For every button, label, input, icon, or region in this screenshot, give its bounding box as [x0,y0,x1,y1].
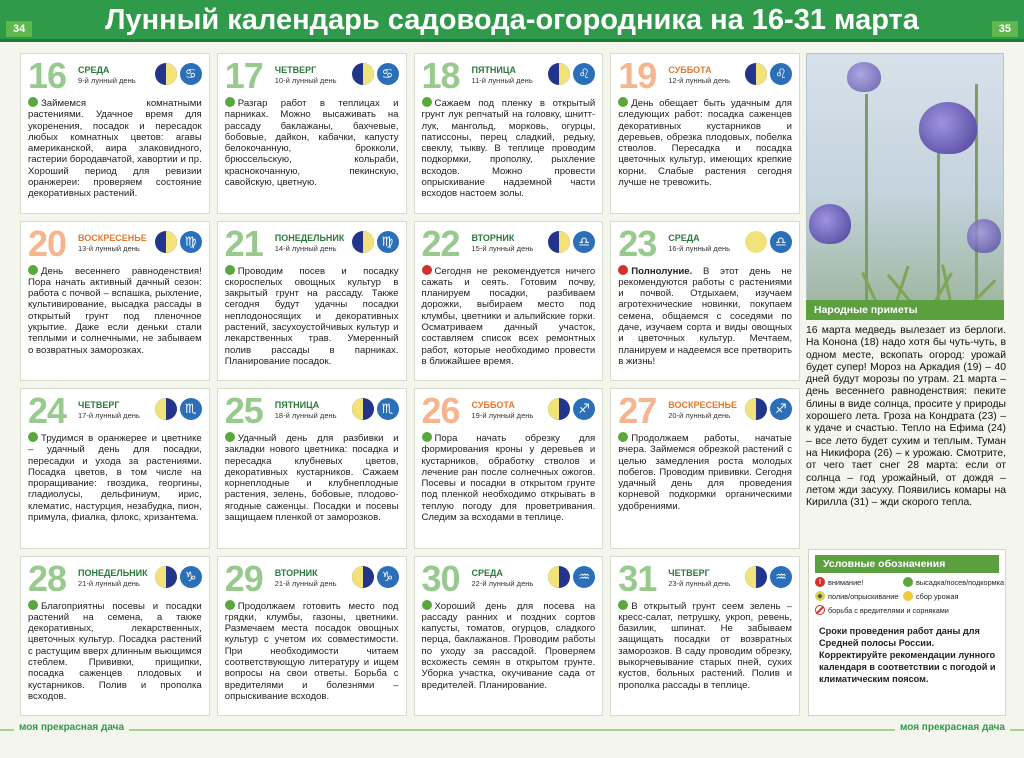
day-text: Сегодня не рекомендуется ничего сажать и сеять. Готовим почву, планируем посадки, разбиваем дорожки, выбираем место под клумбы, цветники и альпийские горки. Осматриваем дачный участок, составляем список всех ремонтных работ, которые необходимо провести в ближайшее время. [421,265,596,367]
lunar-day-label: 14-й лунный день [274,243,337,253]
moon-phase-icon [155,398,177,420]
moon-phase-icon [745,63,767,85]
day-cell [217,221,407,382]
sprout-icon [618,432,628,442]
day-number: 28 [28,557,67,599]
footer-brand-left: моя прекрасная дача [14,722,129,733]
day-number: 18 [421,55,460,96]
day-text: Продолжаем работы, начатые вчера. Займемся обрезкой растений с целью замедления роста молодых побегов. Проводим прививки. Сегодня удачный день для проведения корневой подкормки органическими удобрениями. [618,433,792,512]
lunar-day-label: 11-й лунный день [471,76,533,85]
moon-phase-icon [352,231,374,253]
weekday-label: ПЯТНИЦА [274,400,320,410]
sidebar [806,53,1012,716]
moon-phase-icon [155,63,177,85]
ban-icon [815,605,825,615]
weekday-label: СРЕДА [471,567,503,578]
exclamation-icon: ! [815,577,825,587]
weekday-label: ЧЕТВЕРГ [668,567,710,578]
folk-signs-title: Народные приметы [806,300,1004,320]
zodiac-icon: ♎ [770,231,792,253]
legend-title: Условные обозначения [815,555,999,573]
day-text: В открытый грунт сеем зелень – кресс-салат, петрушку, укроп, ревень, базилик, шпинат. Не забываем защищать посадки от возвратных заморозков. В саду проводим обрезку, выкорчевывание старых пней, сухих кустов, больных растений. Полив и прополка рассады в теплице. [618,600,792,691]
legend-watering: ◆ полив/опрыскивание [815,591,903,601]
attention-icon [422,265,432,275]
sprout-icon [903,577,913,587]
legend-attention: ! внимание! [815,577,903,587]
legend-harvest: сбор урожая [903,591,1003,601]
day-number: 19 [618,55,657,96]
day-number: 23 [618,222,657,264]
weekday-label: ЧЕТВЕРГ [274,65,317,75]
sprout-icon [422,600,432,610]
day-text: Хороший день для посева на рассаду ранних и поздних сортов капусты, томатов, огурцов, сладкого перца, баклажанов. Проводим работы по уходу за рассадой. Проверяем всхожесть семян в открытом грунте. Уборка участка, окучивание сада от вредителей. Планирование. [421,600,596,691]
day-text: Полнолуние. В этот день не рекомендуются работы с растениями и почвой. Отдыхаем, изучаем агротехнические новинки, покупаем семена, общаемся с соседями по даче, изучаем сорта и виды овощных и цветочных культур. Мечтаем, планируем и надеемся все претворить в жизнь! [618,265,792,367]
day-text: Трудимся в оранжерее и цветнике – удачный день для посадки, пересадки и ухода за растениями. Посадка цветов, в том числе на проращивание: гвоздика, георгины, гладиолусы, дельфиниум, ирис, клематис, настурция, незабудка, пион, примула, фиалка, флокс, хризантема. [28,433,202,524]
day-cell [414,53,604,214]
lunar-day-label: 12-й лунный день [668,76,731,85]
zodiac-icon: ♋ [180,63,202,85]
lunar-day-label: 16-й лунный день [668,243,731,253]
watering-icon: ◆ [815,591,825,601]
zodiac-icon: ♋ [377,63,399,85]
weekday-label: СУББОТА [471,400,515,410]
lunar-day-label: 21-й лунный день [78,578,140,588]
sprout-icon [28,265,38,275]
sprout-icon [225,97,235,107]
weekday-label: ЧЕТВЕРГ [78,400,120,410]
page-number-right: 35 [992,21,1018,37]
day-number: 27 [618,390,657,431]
sprout-icon [422,97,432,107]
moon-phase-icon [352,398,374,420]
sprout-icon [28,600,38,610]
day-cell [20,388,210,549]
zodiac-icon: ♐ [770,398,792,420]
moon-phase-icon [155,566,177,588]
day-text: Сажаем под пленку в открытый грунт лук репчатый на головку, шнитт-лук, мангольд, морковь, огурцы, патиссоны, перец сладкий, редьку, свеклу, тыкву. В теплице проводим подкормки, прополку, рыхление всходов. Можно провести опрыскивание надземной части всходов настоем золы. [421,98,596,200]
day-number: 24 [28,390,67,431]
sprout-icon [28,432,38,442]
legend-box [808,549,1006,716]
zodiac-icon: ♒ [573,566,595,588]
weekday-label: ПОНЕДЕЛЬНИК [78,567,148,578]
weekday-label: СРЕДА [668,232,700,243]
day-number: 25 [224,390,263,431]
zodiac-icon: ♏ [180,398,202,420]
weekday-label: ВОСКРЕСЕНЬЕ [78,232,147,243]
day-cell [217,556,407,717]
day-cell [217,388,407,549]
day-cell [610,53,800,214]
sprout-icon [225,265,235,275]
zodiac-icon: ♌ [573,63,595,85]
day-text: День весеннего равноденствия! Пора начать активный дачный сезон: работа с почвой – вспашка, рыхление, культивирование, высадка рассады в открытый грунт под пленочное укрытие. Даже если деньки стали теплыми и солнечными, не забываем о возвратных заморозках. [28,265,202,356]
day-number: 22 [421,222,460,264]
lunar-day-label: 23-й лунный день [668,578,731,588]
moon-phase-icon [745,231,767,253]
sprout-icon [225,600,235,610]
weekday-label: ПОНЕДЕЛЬНИК [274,232,345,243]
zodiac-icon: ♌ [770,63,792,85]
footer-brand-right: моя прекрасная дача [895,722,1010,733]
day-cell [217,53,407,214]
weekday-label: ВТОРНИК [274,567,318,578]
day-cell [610,388,800,549]
day-number: 31 [618,557,657,599]
zodiac-icon: ♑ [377,566,399,588]
page-title: Лунный календарь садовода-огородника на 16-31 марта [105,4,919,36]
folk-signs-text: 16 марта медведь вылезает из берлоги. На Конона (18) надо хотя бы чуть-чуть, в одном месте, вскопать огород: урожай будет супер! Мороз на Аркадия (19) – 40 дней будут морозы по утрам. 21 марта – день весеннего равноденствия: пеките блины в виде солнца, просите у природы хорошего лета. Гроза на Кондрата (23) – к удаче и счастью. Тепло на Ефима (24) – все лето будет сухим и теплым. Туман на Никифора (26) – к урожаю. Смотрите, от чего тает снег 28 марта: если от солнца – год урожайный, от дождя – летом жди засуху. Появились комары на Кирилла (31) – жди скорого тепла. [806,325,1006,509]
day-text: Пора начать обрезку для формирования кроны у деревьев и кустарников, обработку стволов и лечение ран после солнечных ожогов. Посевы и посадки в открытом грунте под пленкой необходимо открывать в теплую погоду для проветривания. Следим за всходами в теплице. [421,433,596,524]
attention-icon [618,265,628,275]
lunar-day-label: 9-й лунный день [78,76,136,85]
zodiac-icon: ♍ [377,231,399,253]
day-number: 17 [224,55,263,96]
zodiac-icon: ♐ [573,398,595,420]
zodiac-icon: ♏ [377,398,399,420]
lunar-day-label: 22-й лунный день [471,578,534,588]
day-text: Продолжаем готовить место под грядки, клумбы, газоны, цветники. Размечаем места посадок овощных культур с учетом их совместимости. При необходимости читаем соответствующую литературу и ищем вопросы на свои ответы. Борьба с вредителями и болезнями – опрыскивание всходов. [224,600,399,702]
day-cell [20,53,210,214]
lunar-day-label: 13-й лунный день [78,243,140,253]
day-cell [20,221,210,382]
zodiac-icon: ♎ [573,231,595,253]
day-number: 26 [421,390,460,431]
lunar-day-label: 15-й лунный день [471,243,534,253]
flower-photo [806,53,1004,308]
lunar-day-label: 20-й лунный день [668,411,731,420]
day-number: 20 [28,222,67,264]
day-text: Разгар работ в теплицах и парниках. Можно высаживать на рассаду баклажаны, бахчевые, бобовые, дайкон, кабачки, капусту белокочанную, брокколи, брюссельскую, кольраби, краснокочанную, пекинскую, савойскую, цветную. [224,98,399,189]
zodiac-icon: ♑ [180,566,202,588]
moon-phase-icon [548,63,570,85]
sprout-icon [618,97,628,107]
page-header [0,0,1024,42]
calendar-grid [20,53,800,716]
sprout-icon [28,97,38,107]
day-text: День обещает быть удачным для следующих работ: посадка саженцев декоративных кустарников и деревьев, обрезка плодовых, побелка стволов. Пересадка и посадка цветочных культур, имеющих крепкие корни. Слабые растения сегодня лучше не тревожить. [618,98,792,189]
weekday-label: СРЕДА [78,65,110,75]
day-cell [414,388,604,549]
day-cell [20,556,210,717]
moon-phase-icon [352,63,374,85]
moon-phase-icon [548,398,570,420]
weekday-label: СУББОТА [668,65,712,75]
weekday-label: ВТОРНИК [471,232,515,243]
lunar-day-label: 21-й лунный день [274,578,337,588]
day-cell [414,221,604,382]
day-number: 29 [224,557,263,599]
moon-phase-icon [352,566,374,588]
page-number-left: 34 [6,21,32,37]
legend-sowing: высадка/посев/подкормка [903,577,1003,587]
weekday-label: ВОСКРЕСЕНЬЕ [668,400,737,410]
lunar-day-label: 18-й лунный день [274,411,337,420]
lunar-day-label: 10-й лунный день [274,76,337,85]
lunar-day-label: 17-й лунный день [78,411,140,420]
moon-phase-icon [548,231,570,253]
sprout-icon [618,600,628,610]
zodiac-icon: ♒ [770,566,792,588]
moon-phase-icon [745,566,767,588]
day-text: Удачный день для разбивки и закладки нового цветника: посадка и пересадка клубневых цветов, декоративных кустарников. Сажаем корнеплодные и клубнеплодные растения, зелень, бобовые, плодово-ягодные саженцы. Посадки и посевы защищаем пленкой от заморозков. [224,433,399,524]
legend-pests: борьба с вредителями и сорняками [815,605,1003,615]
day-number: 21 [224,222,263,264]
moon-phase-icon [155,231,177,253]
day-number: 16 [28,55,67,96]
moon-phase-icon [548,566,570,588]
day-cell [610,556,800,717]
lunar-day-label: 19-й лунный день [471,411,534,420]
sprout-icon [225,432,235,442]
harvest-icon [903,591,913,601]
legend-note: Сроки проведения работ даны для Средней полосы России. Корректируйте рекомендации лунного календаря в соответствии с погодой и климатическим поясом. [819,626,996,684]
day-text: Займемся комнатными растениями. Удачное время для укоренения, посадок и пересадок любых комнатных цветов: агавы американской, аира злаковидного, гастерии бородавчатой, хавортии и пр. Хороший период для ревизии оранжереи: проверяем состояние декоративных растений. [28,98,202,200]
day-cell [610,221,800,382]
day-number: 30 [421,557,460,599]
moon-phase-icon [745,398,767,420]
sprout-icon [422,432,432,442]
day-text: Благоприятны посевы и посадки растений на семена, а также декоративных, лекарственных, цветочных культур. Посадка растений с растущим вверх длинным вьющимся стеблем. Прививки, прищипки, посадка саженцев плодовых и кустарников. Полив и прополка всходов. [28,600,202,702]
page-footer [0,720,1024,758]
day-cell [414,556,604,717]
day-text: Проводим посев и посадку скороспелых овощных культур в закрытый грунт на рассаду. Также сегодня будут удачны посадки неплодоносящих и декоративных растений, засухоустойчивых культур и лекарственных трав. Умеренный полив рассады в парниках. Планирование посадок. [224,265,399,367]
zodiac-icon: ♍ [180,231,202,253]
weekday-label: ПЯТНИЦА [471,65,516,75]
